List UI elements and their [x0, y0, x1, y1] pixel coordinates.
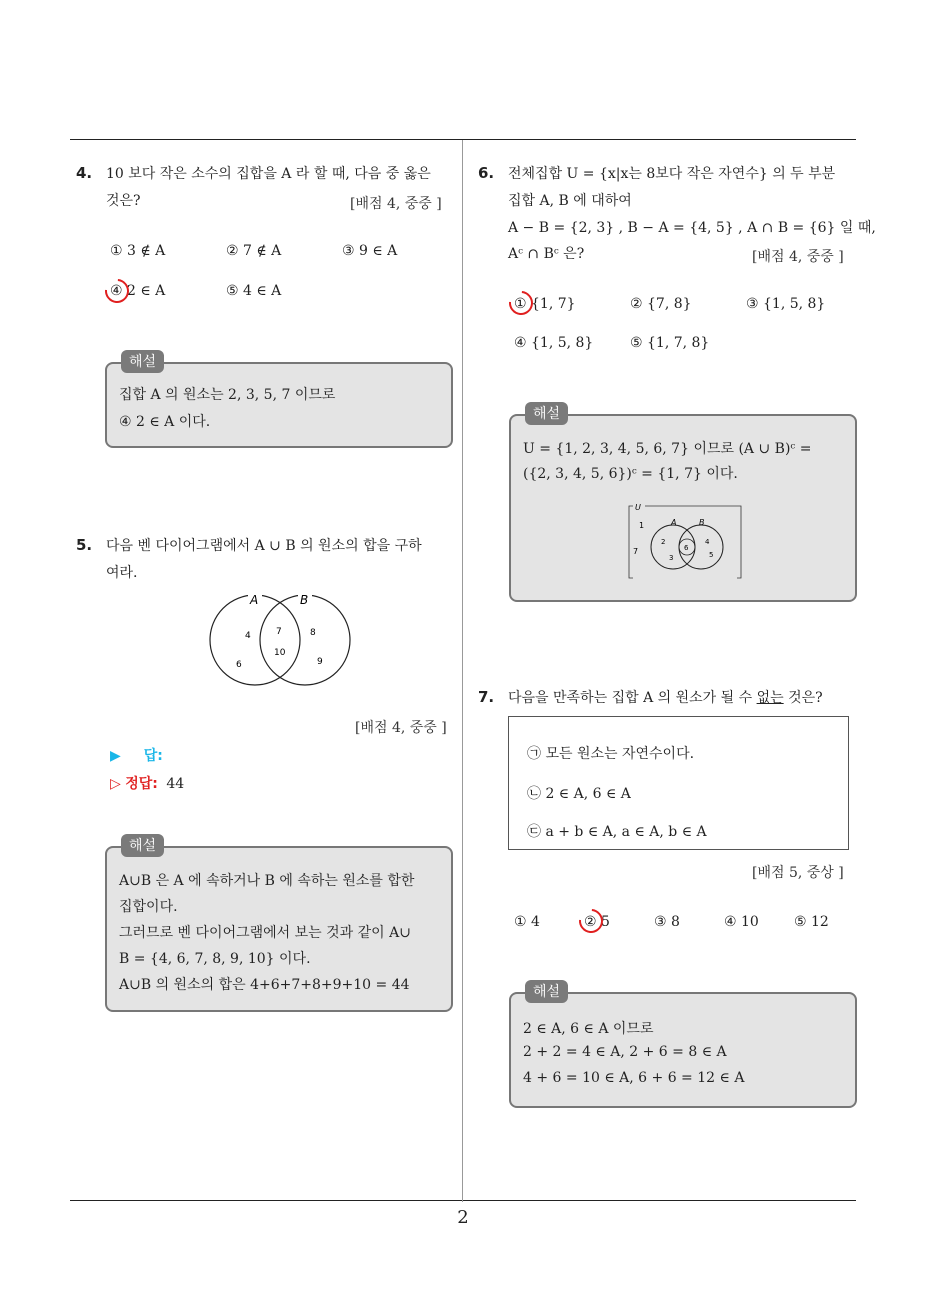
q6-line3: A − B = {2, 3} , B − A = {4, 5} , A ∩ B = {6} 일 때,: [508, 220, 876, 236]
q4-explanation-box: [105, 354, 453, 448]
q7-condition-2: ㉡ 2 ∈ A, 6 ∈ A: [527, 786, 631, 802]
q6-choice-2[interactable]: ② {7, 8}: [630, 296, 692, 312]
q5-expl-line-4: B = {4, 6, 7, 8, 9, 10} 이다.: [119, 951, 311, 967]
q6-choice-3[interactable]: ③ {1, 5, 8}: [746, 296, 826, 312]
q5-venn-b-only-1: 8: [310, 628, 316, 638]
play-icon: ▶: [110, 748, 121, 764]
q6-answer-mark: [504, 286, 538, 320]
page-number: 2: [457, 1207, 469, 1228]
q5-answer-row: [110, 745, 163, 765]
bottom-rule: [70, 1200, 856, 1201]
q6-venn-label-b: B: [699, 518, 705, 527]
q7-line1-underlined: 없는: [756, 690, 784, 706]
q6-venn-b-only-1: 4: [705, 538, 710, 546]
q4-answer-mark: [100, 274, 134, 308]
q5-expl-line-1: A∪B 은 A 에 속하거나 B 에 속하는 원소를 합한: [119, 873, 415, 889]
q6-expl-line-2: ({2, 3, 4, 5, 6})ᶜ = {1, 7} 이다.: [523, 466, 738, 482]
q7-line1: [508, 685, 823, 712]
q7-choice-5[interactable]: ⑤ 12: [794, 914, 829, 930]
q6-venn-a-only-2: 3: [669, 554, 674, 562]
q4-meta: [배점 4, 중중 ]: [350, 196, 442, 212]
q5-explanation-tag: 해설: [121, 834, 164, 857]
q6-number: 6.: [478, 164, 495, 182]
q7-condition-1: ㉠ 모든 원소는 자연수이다.: [527, 746, 695, 762]
q6-line2: 집합 A, B 에 대하여: [508, 193, 632, 209]
q6-venn-diagram: [625, 502, 745, 582]
q5-correct-label: 정답:: [125, 776, 158, 792]
q6-venn-a-only-1: 2: [661, 538, 666, 546]
q6-choice-5[interactable]: ⑤ {1, 7, 8}: [630, 335, 710, 351]
q6-venn-label-u: U: [635, 503, 641, 512]
q7-expl-line-1: 2 ∈ A, 6 ∈ A 이므로: [523, 1021, 654, 1037]
q6-explanation-box: [509, 406, 857, 602]
q6-line1: 전체집합 U = {x|x는 8보다 작은 자연수} 의 두 부분: [508, 166, 836, 182]
q7-explanation-tag: 해설: [525, 980, 568, 1003]
q4-choice-5[interactable]: ⑤ 4 ∈ A: [226, 283, 282, 299]
q5-correct-row: [110, 773, 184, 793]
q4-choice-1[interactable]: ① 3 ∉ A: [110, 243, 166, 259]
q6-universe-bracket-left: [629, 506, 633, 578]
q6-choice-4[interactable]: ④ {1, 5, 8}: [514, 335, 594, 351]
q5-venn-a-only-1: 4: [245, 631, 251, 641]
q4-choice-2[interactable]: ② 7 ∉ A: [226, 243, 282, 259]
q7-expl-line-2: 2 + 2 = 4 ∈ A, 2 + 6 = 8 ∈ A: [523, 1044, 727, 1060]
q4-line2: 것은?: [106, 193, 141, 209]
q7-choice-4[interactable]: ④ 10: [724, 914, 759, 930]
q4-expl-line-1: 집합 A 의 원소는 2, 3, 5, 7 이므로: [119, 387, 336, 403]
q4-line1: 10 보다 작은 소수의 집합을 A 라 할 때, 다음 중 옳은: [106, 166, 431, 182]
q7-answer-mark: [574, 904, 608, 938]
q6-venn-outside-2: 7: [633, 547, 639, 556]
q6-venn-outside-1: 1: [639, 521, 645, 530]
q5-venn-label-a: A: [250, 593, 259, 607]
q5-venn-both-1: 7: [276, 627, 282, 637]
q5-line1: 다음 벤 다이어그램에서 A ∪ B 의 원소의 합을 구하: [106, 538, 422, 554]
q5-number: 5.: [76, 536, 93, 554]
q7-explanation-box: [509, 984, 857, 1108]
q6-expl-line-1: U = {1, 2, 3, 4, 5, 6, 7} 이므로 (A ∪ B)ᶜ =: [523, 441, 812, 457]
q4-choice-3[interactable]: ③ 9 ∈ A: [342, 243, 398, 259]
q7-choice-1[interactable]: ① 4: [514, 914, 540, 930]
q7-expl-line-3: 4 + 6 = 10 ∈ A, 6 + 6 = 12 ∈ A: [523, 1070, 745, 1086]
q5-venn-both-2: 10: [274, 648, 286, 658]
q5-venn-a-only-2: 6: [236, 660, 242, 670]
q7-line1-end: 것은?: [783, 690, 823, 706]
q6-choice-1[interactable]: ① {1, 7}: [514, 296, 576, 312]
q5-correct-value: 44: [166, 776, 185, 792]
column-divider: [462, 140, 463, 1202]
q7-number: 7.: [478, 688, 495, 706]
q5-expl-line-3: 그러므로 벤 다이어그램에서 보는 것과 같이 A∪: [119, 925, 411, 941]
q7-condition-3: ㉢ a + b ∈ A, a ∈ A, b ∈ A: [527, 824, 707, 840]
q5-answer-label: 답:: [143, 748, 163, 764]
q5-expl-line-5: A∪B 의 원소의 합은 4+6+7+8+9+10 = 44: [119, 977, 410, 993]
triangle-outline-icon: ▷: [110, 776, 121, 792]
q5-venn-diagram: [200, 590, 360, 700]
q6-meta: [배점 4, 중중 ]: [752, 249, 844, 265]
q7-choice-2[interactable]: ② 5: [584, 914, 610, 930]
q7-meta: [배점 5, 중상 ]: [752, 865, 844, 881]
q5-venn-label-b: B: [300, 593, 309, 607]
top-rule: [70, 139, 856, 140]
q4-explanation-tag: 해설: [121, 350, 164, 373]
q4-number: 4.: [76, 164, 93, 182]
q7-conditions-box: [508, 716, 849, 850]
q5-venn-b-only-2: 9: [317, 657, 323, 667]
q6-venn-label-a: A: [671, 518, 677, 527]
q5-venn-circle-a: [210, 595, 300, 685]
q5-venn-circle-b: [260, 595, 350, 685]
q6-universe-bracket-right: [737, 506, 741, 578]
q6-line4: Aᶜ ∩ Bᶜ 은?: [508, 246, 585, 262]
q6-explanation-tag: 해설: [525, 402, 568, 425]
q4-choice-4[interactable]: ④ 2 ∈ A: [110, 283, 166, 299]
q5-line2: 여라.: [106, 565, 138, 581]
q5-expl-line-2: 집합이다.: [119, 899, 178, 915]
q5-explanation-box: [105, 838, 453, 1012]
q6-venn-both-1: 6: [684, 544, 689, 552]
q7-choice-3[interactable]: ③ 8: [654, 914, 680, 930]
q4-expl-line-2: ④ 2 ∈ A 이다.: [119, 414, 211, 430]
q6-venn-b-only-2: 5: [709, 551, 714, 559]
q5-meta: [배점 4, 중중 ]: [355, 720, 447, 736]
q7-line1-start: 다음을 만족하는 집합 A 의 원소가 될 수: [508, 690, 757, 706]
